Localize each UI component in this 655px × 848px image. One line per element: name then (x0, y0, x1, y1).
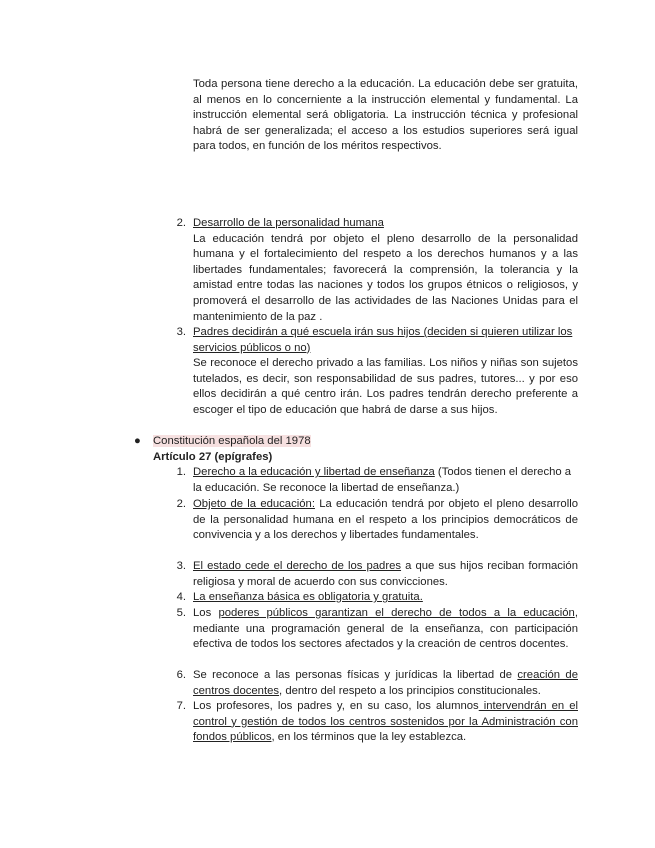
list1-item-3 (193, 325, 578, 419)
list2-item-2 (193, 497, 578, 544)
list1-item-3-title (193, 325, 578, 356)
list2-item-6-number: 6. (176, 669, 186, 681)
list2-item-4 (193, 590, 578, 606)
list1-item-2-body: La educación tendrá por objeto el pleno desarrollo de la personalidad humana y el fortalecimiento del respeto a los derechos humanos y a las libertades fundamentales; favorecerá la comprensión, la tolerancia y la amistad entre todas las naciones y todos los grupos étnicos o religiosos, y promoverá el desarrollo de las actividades de las Naciones Unidas para el mantenimiento de la paz . (193, 232, 578, 323)
list2-item-1-text: (Todos tienen el derecho a la educación. Se reconoce la libertad de enseñanza.) (193, 466, 572, 494)
list2-item-2-number: 2. (176, 498, 186, 510)
list2-item-5-underlined: poderes públicos garantizan el derecho de todos a la educación (218, 607, 575, 619)
list2-item-6-lead: Se reconoce a las personas físicas y jurídicas la libertad de (193, 669, 518, 681)
list2-item-2-underlined: Objeto de la educación: (193, 498, 315, 510)
list2-item-7 (193, 699, 578, 746)
list2-item-3-number: 3. (176, 560, 186, 572)
list2-item-7-text: , en los términos que la ley establezca. (271, 731, 467, 744)
list2-item-5-text: , mediante una programación general de la enseñanza, con participación efectiva de todos los sectores afectados y la creación de centros docentes. (193, 607, 578, 651)
list1-item-3-body: Se reconoce el derecho privado a las familias. Los niños y niñas son sujetos tutelados, es decir, son responsabilidad de sus padres, tutores... y por eso ellos decidirán a qué centro irán. Los padres tendrán derecho preferente a escoger el tipo de educación que habrá de darse a sus hijos. (193, 357, 578, 416)
list2-item-5-lead: Los (193, 607, 219, 619)
list2-item-4-underlined: La enseñanza básica es obligatoria y gratuita. (193, 591, 423, 603)
section-subtitle: Artículo 27 (epígrafes) (153, 451, 273, 463)
list2-item-3-underlined: El estado cede el derecho de los padres (193, 560, 402, 572)
list2-item-5-number: 5. (176, 607, 186, 619)
list2-item-7-number: 7. (176, 700, 186, 712)
section-heading (153, 434, 311, 450)
bullet-icon: ● (134, 435, 141, 447)
list2-item-6 (193, 668, 578, 699)
list2-item-4-number: 4. (176, 591, 186, 603)
list1-item-2 (193, 216, 578, 325)
list1-item-2-title: Desarrollo de la personalidad humana (193, 217, 384, 229)
list2-item-5 (193, 606, 578, 653)
list2-item-6-underlined: creación de centros docentes (193, 669, 578, 697)
list2-item-1-number: 1. (176, 466, 186, 478)
list2-item-6-text: , dentro del respeto a los principios constitucionales. (279, 684, 541, 697)
list2-item-3-text: a que sus hijos reciban formación religiosa y moral de acuerdo con sus convicciones. (193, 560, 578, 588)
list2-item-7-underlined: intervendrán en el control y gestión de todos los centros sostenidos por la Administración con fondos públicos (193, 700, 578, 744)
list2-item-2-text: La educación tendrá por objeto el pleno desarrollo de la personalidad humana en el respeto a los principios democráticos de convivencia y a los derechos y libertades fundamentales. (193, 498, 579, 542)
list1-item-3-number: 3. (176, 326, 186, 338)
list2-item-1 (193, 465, 578, 496)
section-title: Constitución española del 1978 (153, 435, 311, 447)
intro-paragraph: Toda persona tiene derecho a la educación. La educación debe ser gratuita, al menos en lo concerniente a la instrucción elemental y fundamental. La instrucción elemental será obligatoria. La instrucción técnica y profesional habrá de ser generalizada; el acceso a los estudios superiores será igual para todos, en función de los méritos respectivos. (193, 78, 578, 153)
list2-item-1-underlined: Derecho a la educación y libertad de enseñanza (193, 466, 435, 478)
list1-item-2-number: 2. (176, 217, 186, 229)
list1-item-3-title-text: Padres decidirán a qué escuela irán sus hijos (deciden si quieren utilizar los servicios públicos o no) (193, 326, 573, 354)
list2-item-3 (193, 559, 578, 590)
list2-item-7-lead: Los profesores, los padres y, en su caso, los alumnos (193, 700, 479, 712)
